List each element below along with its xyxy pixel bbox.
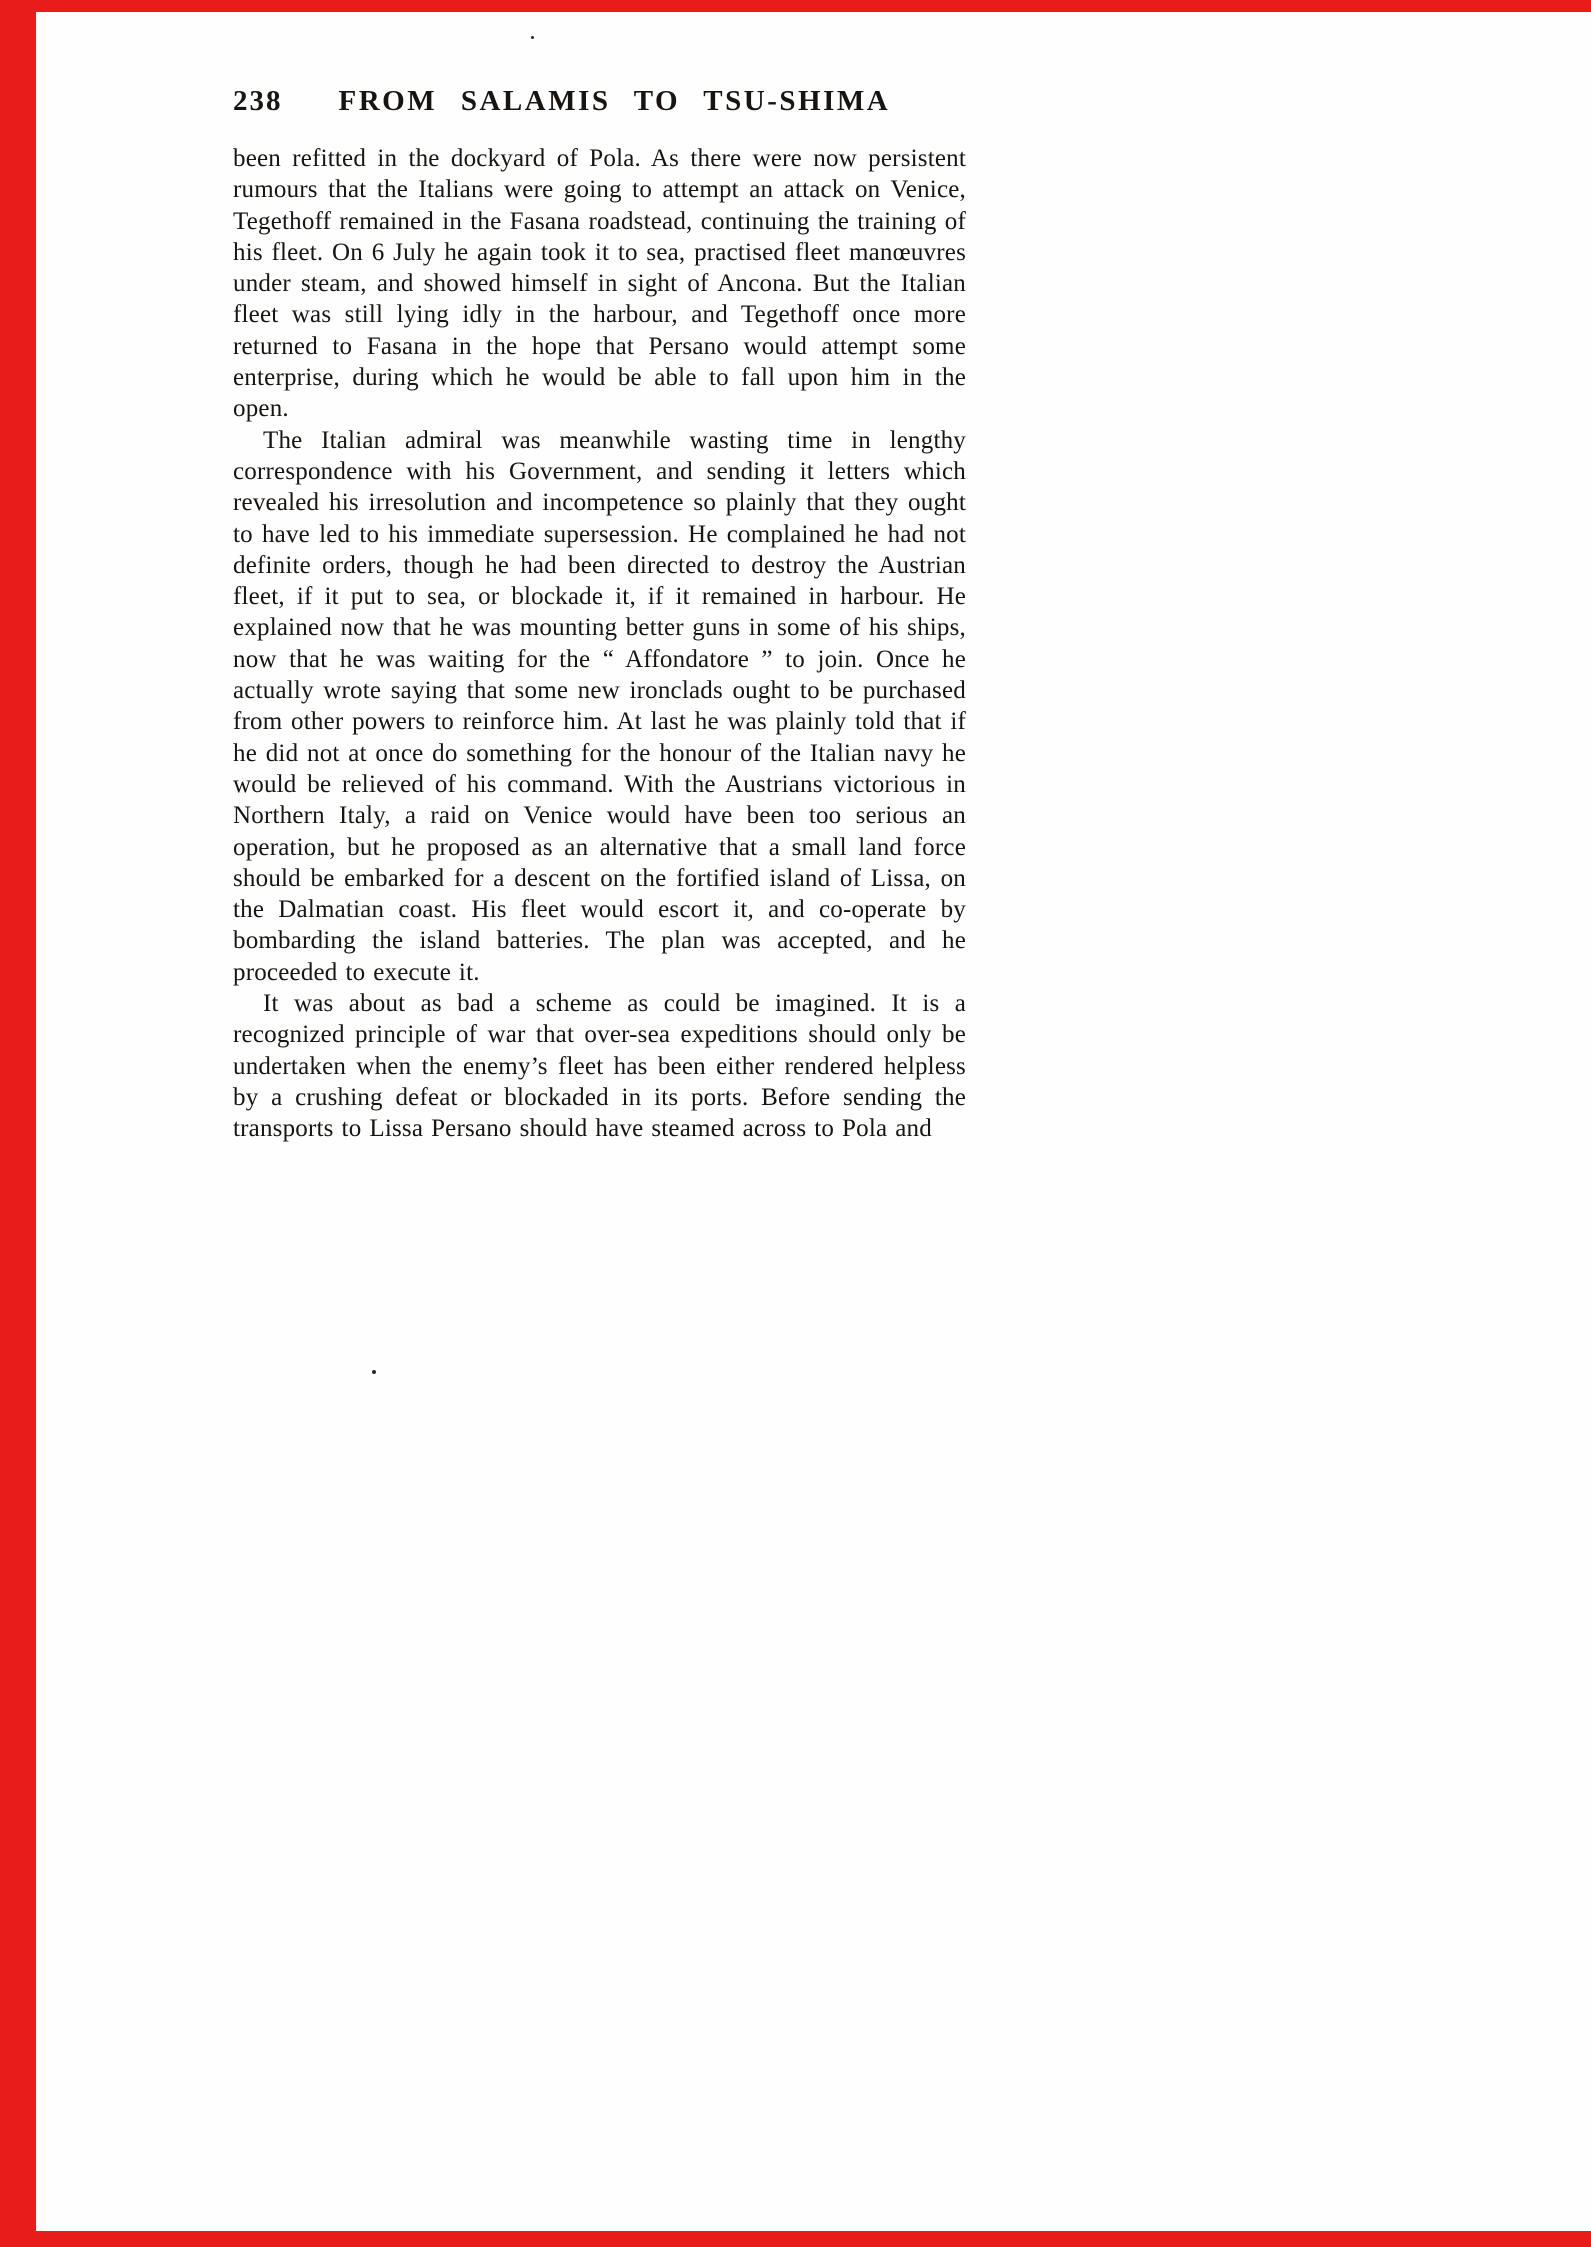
scan-edge-left	[0, 0, 36, 2247]
paragraph: The Italian admiral was meanwhile wasting time in lengthy correspondence with his Government, and sending it letters which revealed his irresolution and incompetence so plainly that they ought to have led to his immediate supersession. He complained he had not definite orders, though he had been directed to destroy the Austrian fleet, if it put to sea, or blockade it, if it remained in harbour. He explained now that he was mounting better guns in some of his ships, now that he was waiting for the “ Affondatore ” to join. Once he actually wrote saying that some new ironclads ought to be purchased from other powers to reinforce him. At last he was plainly told that if he did not at once do something for the honour of the Italian navy he would be relieved of his command. With the Austrians victorious in Northern Italy, a raid on Venice would have been too serious an operation, but he proposed as an alternative that a small land force should be embarked for a descent on the fortified island of Lissa, on the Dalmatian coast. His fleet would escort it, and co-operate by bombarding the island batteries. The plan was accepted, and he proceeded to execute it.	[233, 426, 966, 986]
page-content	[233, 84, 966, 1145]
scan-speck	[531, 36, 534, 39]
scan-edge-top	[0, 0, 1591, 12]
page-header	[233, 84, 966, 118]
body-text	[233, 143, 966, 1145]
paragraph: been refitted in the dockyard of Pola. As there were now persistent rumours that the Italians were going to attempt an attack on Venice, Tegethoff remained in the Fasana roadstead, continuing the training of his fleet. On 6 July he again took it to sea, practised fleet manœuvres under steam, and showed himself in sight of Ancona. But the Italian fleet was still lying idly in the harbour, and Tegethoff once more returned to Fasana in the hope that Persano would attempt some enterprise, during which he would be able to fall upon him in the open.	[233, 145, 966, 423]
page-number: 238	[233, 85, 283, 117]
paragraph: It was about as bad a scheme as could be imagined. It is a recognized principle of war that over-sea expeditions should only be undertaken when the enemy’s fleet has been either rendered helpless by a crushing defeat or blockaded in its ports. Before sending the transports to Lissa Persano should have steamed across to Pola and	[233, 990, 966, 1143]
scan-speck	[372, 1370, 376, 1374]
scan-edge-bottom	[0, 2231, 1591, 2247]
running-title: FROM SALAMIS TO TSU-SHIMA	[338, 85, 891, 117]
